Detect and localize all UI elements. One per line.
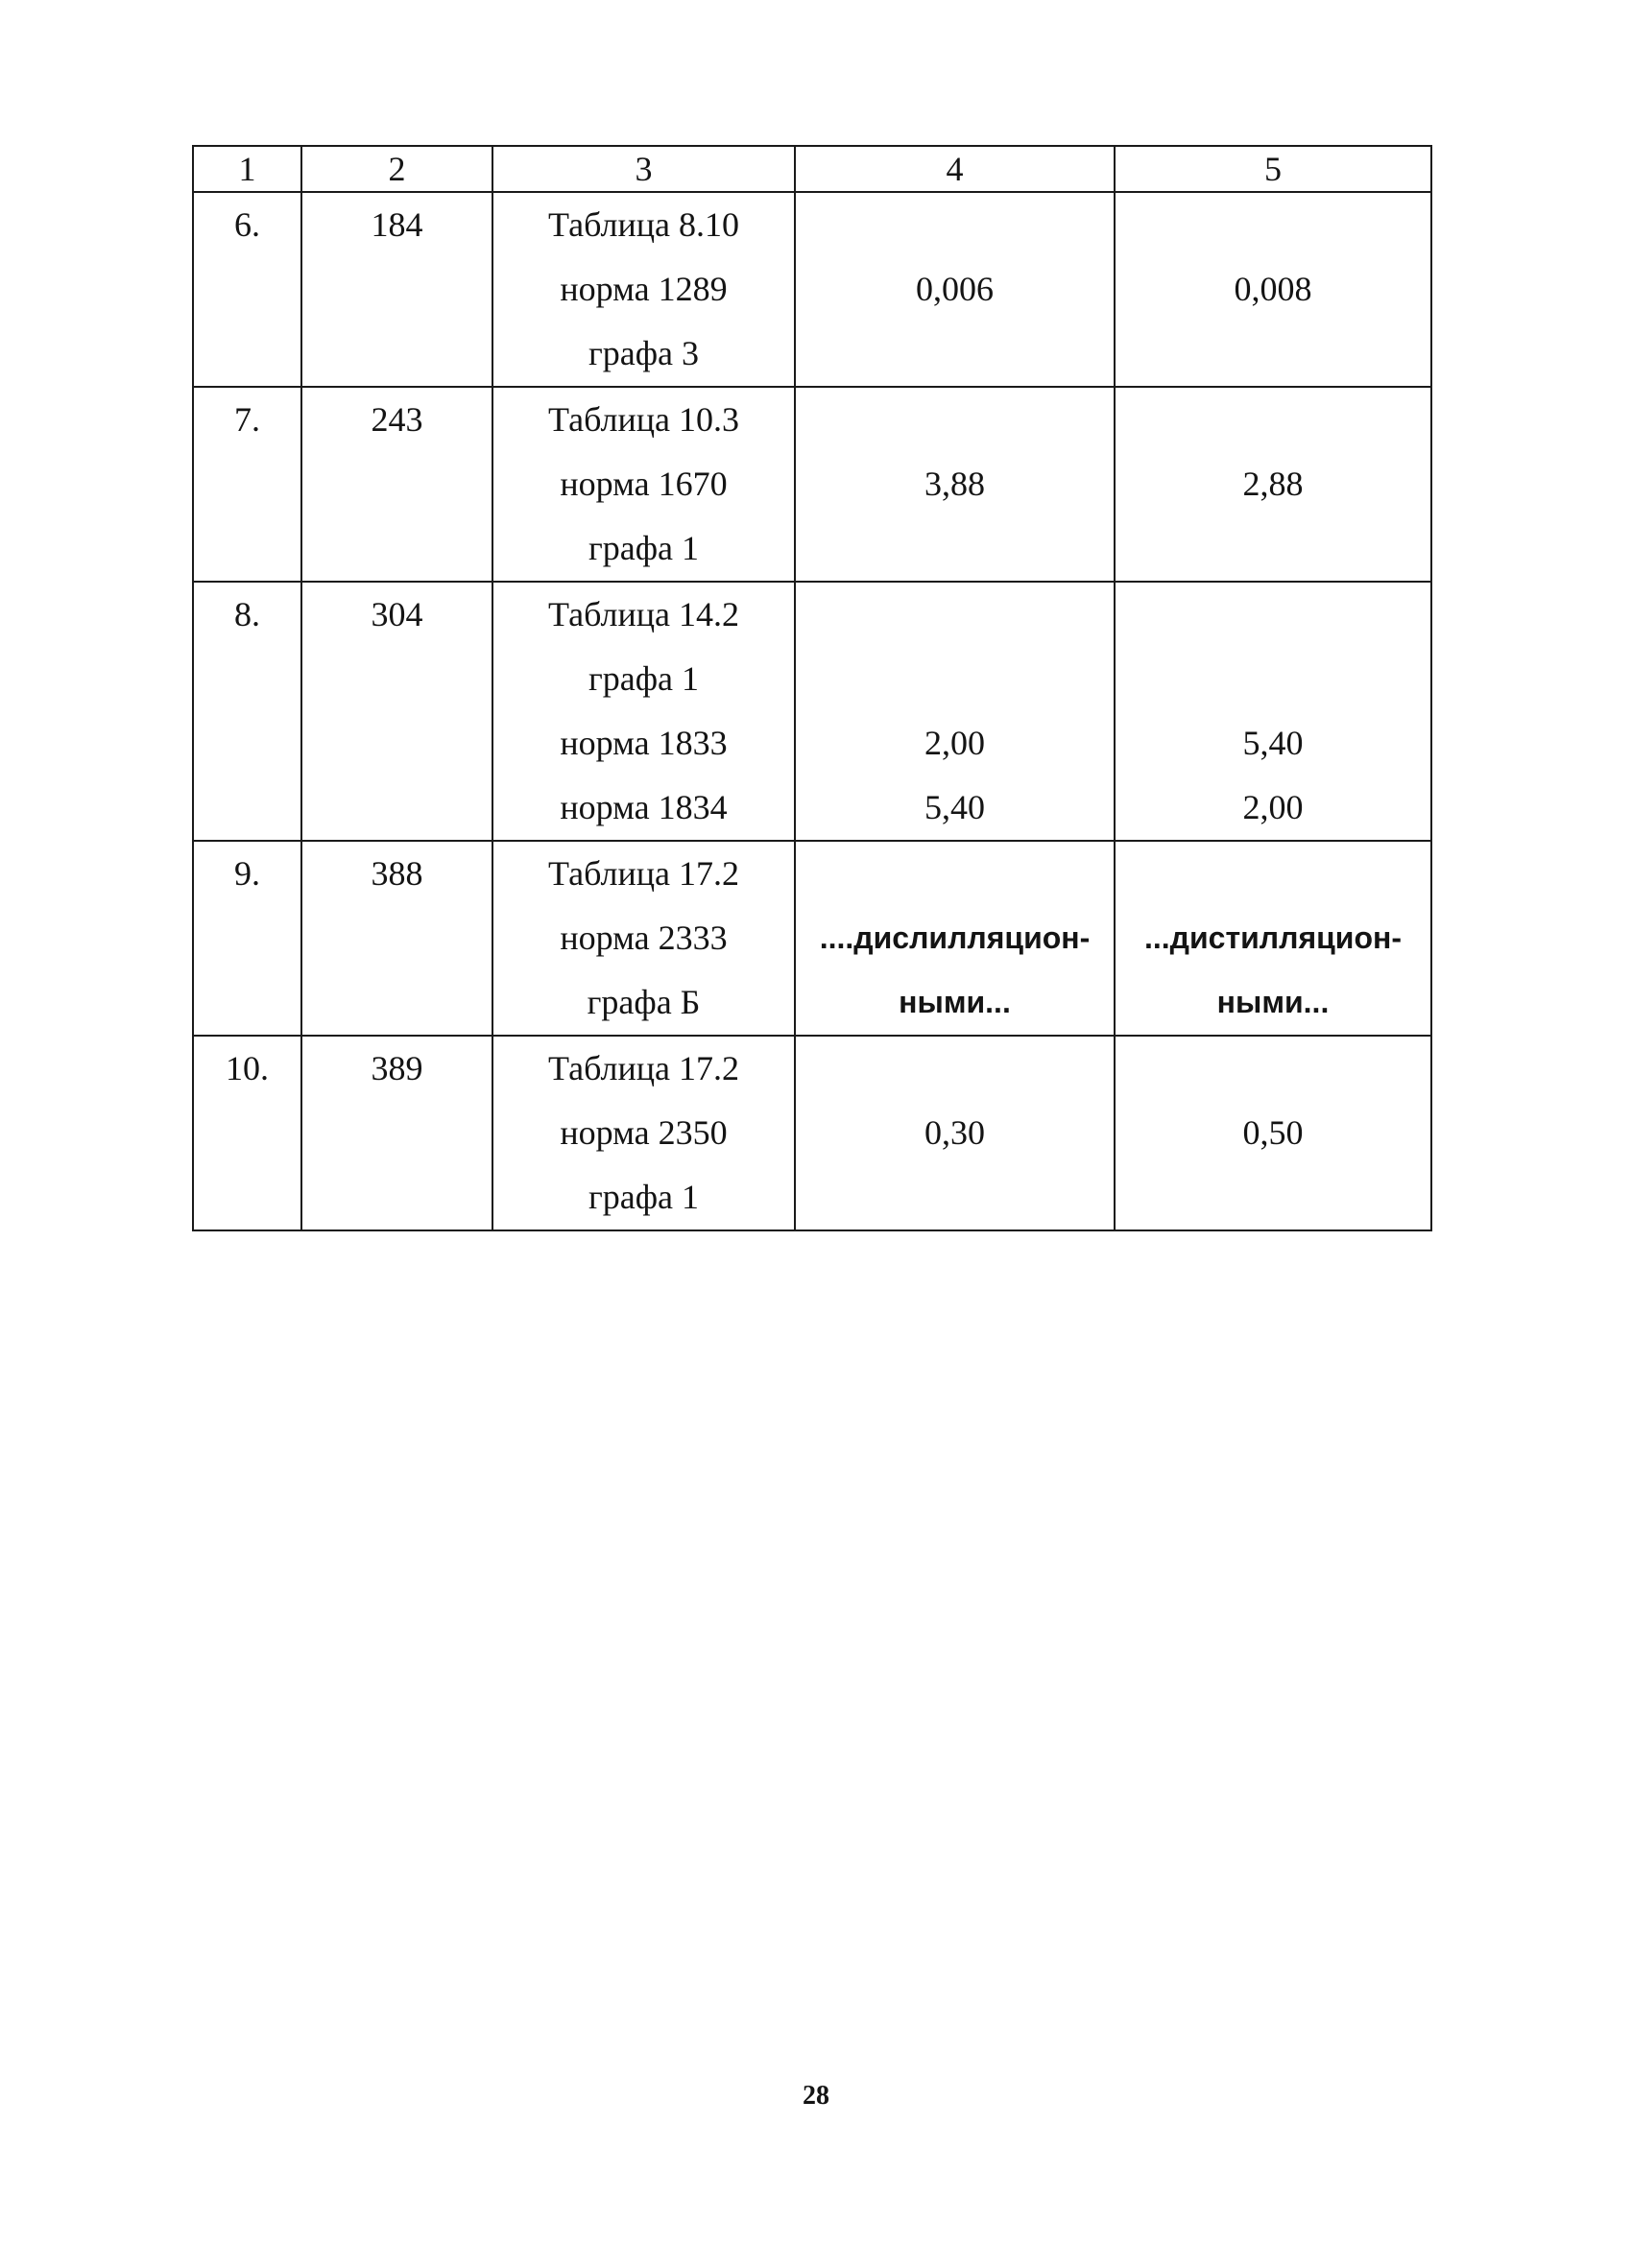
- printed-value-line: [796, 842, 1114, 906]
- printed-value-cell: [795, 387, 1115, 582]
- corrected-value-line: 5,40: [1242, 724, 1304, 762]
- printed-value-cell: [795, 841, 1115, 1036]
- reference-line: графа Б: [587, 983, 701, 1021]
- page-cell: [301, 1036, 492, 1230]
- corrected-value-line: [1116, 322, 1430, 386]
- corrected-value-cell: [1115, 841, 1431, 1036]
- row-number-cell: [193, 582, 301, 841]
- printed-value-cell: [795, 582, 1115, 841]
- reference-cell: [492, 1036, 795, 1230]
- printed-value-line: [796, 388, 1114, 452]
- page-cell: [301, 192, 492, 387]
- printed-value-line: [796, 583, 1114, 647]
- table-row: [193, 387, 1431, 582]
- printed-value-cell: [795, 1036, 1115, 1230]
- row-number-cell: [193, 841, 301, 1036]
- reference-line: норма 1670: [560, 465, 728, 503]
- corrected-value-line: [1116, 842, 1430, 906]
- header-cell-4: 4: [795, 146, 1115, 192]
- header-cell-5: 5: [1115, 146, 1431, 192]
- corrected-value-line: 0,50: [1242, 1113, 1304, 1152]
- corrected-value-cell: [1115, 387, 1431, 582]
- reference-line: графа 3: [588, 334, 700, 372]
- reference-line: графа 1: [588, 1178, 700, 1216]
- corrected-value-line: 0,008: [1234, 270, 1312, 308]
- printed-value-line: [796, 1165, 1114, 1229]
- reference-line: норма 2350: [560, 1113, 728, 1152]
- row-number: 8.: [234, 595, 260, 633]
- corrected-value-line: [1116, 516, 1430, 581]
- header-cell-3: 3: [492, 146, 795, 192]
- printed-value-line: ными...: [899, 985, 1011, 1019]
- page-number-ref: 304: [371, 595, 423, 633]
- printed-value-line: [796, 193, 1114, 257]
- header-row: [193, 146, 1431, 192]
- reference-cell: [492, 582, 795, 841]
- reference-line: Таблица 17.2: [548, 854, 739, 893]
- reference-line: Таблица 14.2: [548, 595, 739, 633]
- reference-line: норма 2333: [560, 919, 728, 957]
- corrected-value-cell: [1115, 1036, 1431, 1230]
- page-number-ref: 243: [371, 400, 423, 439]
- reference-cell: [492, 387, 795, 582]
- header-cell-1: 1: [193, 146, 301, 192]
- corrected-value-line: 2,00: [1242, 788, 1304, 826]
- corrections-table: [192, 145, 1432, 1231]
- corrected-value-line: ...дистилляцион-: [1144, 920, 1402, 955]
- table-row: [193, 192, 1431, 387]
- reference-line: норма 1289: [560, 270, 728, 308]
- printed-value-line: 2,00: [924, 724, 985, 762]
- table-row: [193, 582, 1431, 841]
- page-number-ref: 388: [371, 854, 423, 893]
- reference-line: графа 1: [588, 529, 700, 567]
- page-number-ref: 184: [371, 205, 423, 244]
- printed-value-line: ....дислилляцион-: [819, 920, 1091, 955]
- reference-line: Таблица 17.2: [548, 1049, 739, 1087]
- row-number-cell: [193, 192, 301, 387]
- corrected-value-line: [1116, 388, 1430, 452]
- printed-value-cell: [795, 192, 1115, 387]
- corrected-value-line: ными...: [1216, 985, 1330, 1019]
- row-number: 6.: [234, 205, 260, 244]
- header-cell-2: 2: [301, 146, 492, 192]
- row-number-cell: [193, 387, 301, 582]
- page-cell: [301, 841, 492, 1036]
- reference-cell: [492, 841, 795, 1036]
- corrected-value-line: [1116, 1165, 1430, 1229]
- printed-value-line: 5,40: [924, 788, 985, 826]
- row-number: 9.: [234, 854, 260, 893]
- reference-line: норма 1833: [560, 724, 728, 762]
- corrected-value-line: [1116, 583, 1430, 647]
- page-cell: [301, 387, 492, 582]
- reference-line: норма 1834: [560, 788, 728, 826]
- page-number: 28: [803, 2081, 829, 2111]
- corrected-value-cell: [1115, 582, 1431, 841]
- row-number: 10.: [226, 1049, 269, 1087]
- printed-value-line: [796, 647, 1114, 711]
- page-number-ref: 389: [371, 1049, 423, 1087]
- row-number-cell: [193, 1036, 301, 1230]
- corrected-value-line: [1116, 1037, 1430, 1101]
- printed-value-line: 0,006: [916, 270, 994, 308]
- corrected-value-cell: [1115, 192, 1431, 387]
- printed-value-line: [796, 1037, 1114, 1101]
- corrected-value-line: [1116, 647, 1430, 711]
- reference-line: Таблица 10.3: [548, 400, 739, 439]
- printed-value-line: [796, 516, 1114, 581]
- printed-value-line: [796, 322, 1114, 386]
- corrected-value-line: 2,88: [1242, 465, 1304, 503]
- table-row: [193, 841, 1431, 1036]
- table-row: [193, 1036, 1431, 1230]
- reference-line: графа 1: [588, 659, 700, 698]
- reference-line: Таблица 8.10: [548, 205, 739, 244]
- printed-value-line: 3,88: [924, 465, 985, 503]
- printed-value-line: 0,30: [924, 1113, 985, 1152]
- corrected-value-line: [1116, 193, 1430, 257]
- reference-cell: [492, 192, 795, 387]
- page-cell: [301, 582, 492, 841]
- row-number: 7.: [234, 400, 260, 439]
